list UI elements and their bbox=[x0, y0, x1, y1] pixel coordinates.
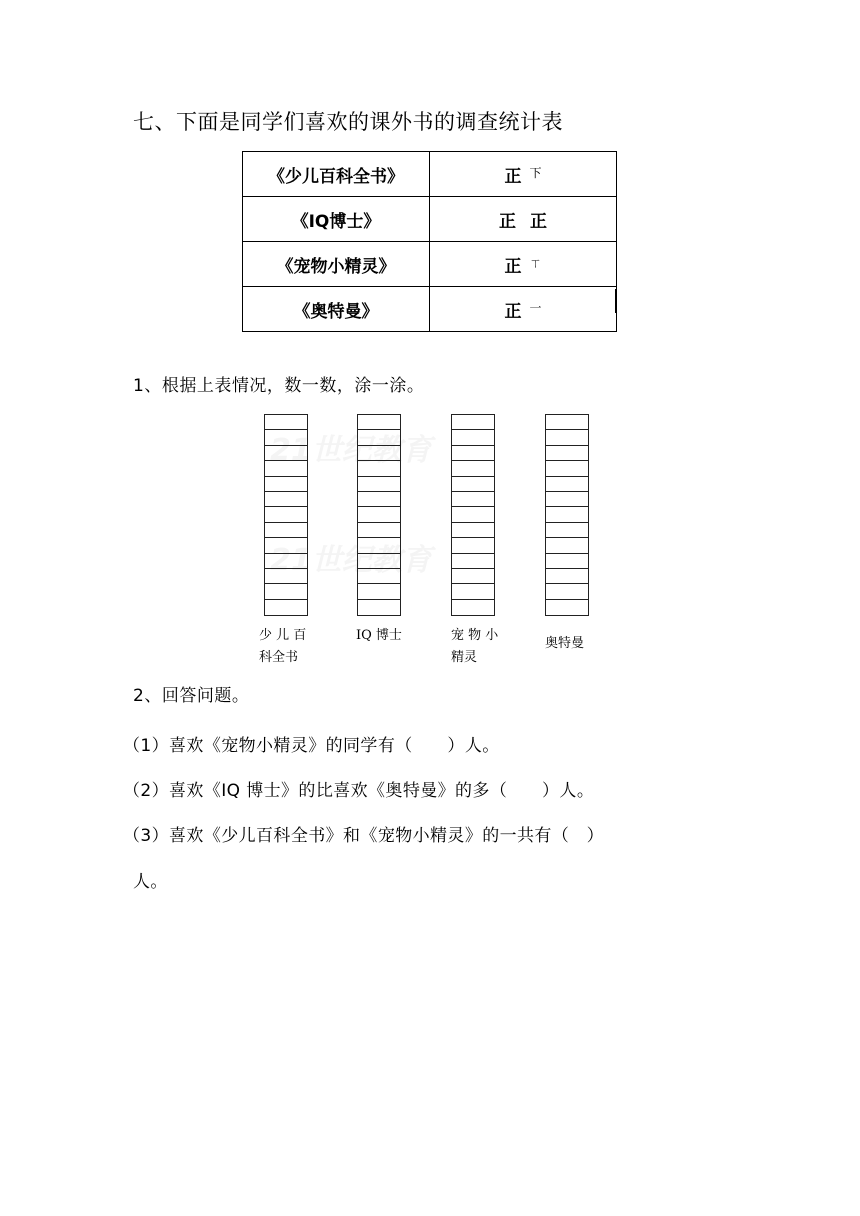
grid-cell[interactable] bbox=[358, 569, 400, 584]
question-1: （1）喜欢《宠物小精灵》的同学有（ ）人。 bbox=[123, 736, 500, 756]
grid-cell[interactable] bbox=[358, 507, 400, 522]
grid-cell[interactable] bbox=[265, 477, 307, 492]
grid-cell[interactable] bbox=[452, 600, 494, 615]
tally-marks bbox=[430, 197, 617, 242]
instruction-text: 1、根据上表情况，数一数，涂一涂。 bbox=[133, 376, 425, 396]
grid-cell[interactable] bbox=[546, 554, 588, 569]
tally-mark: 正 bbox=[504, 301, 522, 322]
grid-column-iq-doctor[interactable] bbox=[357, 414, 401, 616]
watermark: 21世纪教育 bbox=[270, 433, 432, 468]
grid-column-ultraman[interactable] bbox=[545, 414, 589, 616]
table-edge-mark bbox=[615, 289, 617, 313]
grid-cell[interactable] bbox=[265, 507, 307, 522]
question-3: （3）喜欢《少儿百科全书》和《宠物小精灵》的一共有（ ） bbox=[123, 826, 605, 846]
grid-cell[interactable] bbox=[358, 415, 400, 430]
grid-cell[interactable] bbox=[452, 446, 494, 461]
grid-cell[interactable] bbox=[546, 538, 588, 553]
grid-cell[interactable] bbox=[546, 461, 588, 476]
column-label: 宠 物 小 精灵 bbox=[451, 628, 499, 665]
grid-cell[interactable] bbox=[358, 600, 400, 615]
section-title: 2、回答问题。 bbox=[133, 686, 250, 706]
table-row bbox=[243, 152, 617, 197]
table-row bbox=[243, 287, 617, 332]
grid-cell[interactable] bbox=[265, 492, 307, 507]
grid-cell[interactable] bbox=[452, 554, 494, 569]
grid-cell[interactable] bbox=[265, 461, 307, 476]
grid-cell[interactable] bbox=[265, 569, 307, 584]
tally-mark-partial: ㄒ bbox=[529, 255, 542, 270]
grid-column-pokemon[interactable] bbox=[451, 414, 495, 616]
grid-cell[interactable] bbox=[265, 446, 307, 461]
grid-cell[interactable] bbox=[265, 415, 307, 430]
grid-cell[interactable] bbox=[452, 523, 494, 538]
grid-cell[interactable] bbox=[452, 584, 494, 599]
book-name: 《奥特曼》 bbox=[243, 287, 430, 332]
tally-mark: 正 bbox=[530, 211, 547, 232]
grid-cell[interactable] bbox=[452, 538, 494, 553]
grid-cell[interactable] bbox=[265, 600, 307, 615]
grid-cell[interactable] bbox=[546, 600, 588, 615]
grid-cell[interactable] bbox=[265, 538, 307, 553]
grid-cell[interactable] bbox=[265, 554, 307, 569]
grid-cell[interactable] bbox=[452, 492, 494, 507]
section-heading: 七、下面是同学们喜欢的课外书的调查统计表 bbox=[133, 110, 563, 134]
watermark: 21世纪教育 bbox=[270, 543, 432, 578]
grid-cell[interactable] bbox=[358, 477, 400, 492]
grid-cell[interactable] bbox=[452, 415, 494, 430]
grid-cell[interactable] bbox=[265, 584, 307, 599]
question-2: （2）喜欢《IQ 博士》的比喜欢《奥特曼》的多（ ）人。 bbox=[123, 781, 595, 801]
tally-mark: 正 bbox=[499, 211, 516, 232]
table-row bbox=[243, 197, 617, 242]
grid-cell[interactable] bbox=[265, 523, 307, 538]
grid-cell[interactable] bbox=[358, 554, 400, 569]
grid-cell[interactable] bbox=[358, 461, 400, 476]
book-name: 《宠物小精灵》 bbox=[243, 242, 430, 287]
question-3-continued: 人。 bbox=[133, 872, 168, 892]
grid-cell[interactable] bbox=[546, 584, 588, 599]
tally-marks bbox=[430, 152, 617, 197]
grid-cell[interactable] bbox=[358, 584, 400, 599]
grid-cell[interactable] bbox=[546, 507, 588, 522]
grid-cell[interactable] bbox=[546, 523, 588, 538]
tally-marks bbox=[430, 242, 617, 287]
grid-cell[interactable] bbox=[358, 523, 400, 538]
book-name: 《IQ博士》 bbox=[243, 197, 430, 242]
grid-cell[interactable] bbox=[546, 477, 588, 492]
grid-column-encyclopedia[interactable] bbox=[264, 414, 308, 616]
grid-cell[interactable] bbox=[546, 415, 588, 430]
grid-cell[interactable] bbox=[452, 430, 494, 445]
grid-cell[interactable] bbox=[546, 569, 588, 584]
grid-cell[interactable] bbox=[358, 538, 400, 553]
grid-cell[interactable] bbox=[546, 430, 588, 445]
grid-cell[interactable] bbox=[546, 446, 588, 461]
tally-mark-partial: 一 bbox=[529, 300, 542, 315]
column-label: IQ 博士 bbox=[356, 628, 402, 643]
tally-marks bbox=[430, 287, 617, 332]
tally-mark-partial: 下 bbox=[529, 165, 542, 180]
grid-cell[interactable] bbox=[452, 477, 494, 492]
grid-cell[interactable] bbox=[265, 430, 307, 445]
tally-mark: 正 bbox=[504, 166, 522, 187]
table-row bbox=[243, 242, 617, 287]
book-name: 《少儿百科全书》 bbox=[243, 152, 430, 197]
grid-cell[interactable] bbox=[358, 446, 400, 461]
grid-cell[interactable] bbox=[452, 507, 494, 522]
grid-cell[interactable] bbox=[546, 492, 588, 507]
column-label: 少 儿 百 科全书 bbox=[259, 628, 307, 665]
tally-mark: 正 bbox=[504, 256, 522, 277]
grid-cell[interactable] bbox=[452, 461, 494, 476]
tally-table bbox=[242, 151, 617, 332]
grid-cell[interactable] bbox=[358, 492, 400, 507]
grid-cell[interactable] bbox=[452, 569, 494, 584]
column-label: 奥特曼 bbox=[545, 636, 585, 651]
grid-cell[interactable] bbox=[358, 430, 400, 445]
